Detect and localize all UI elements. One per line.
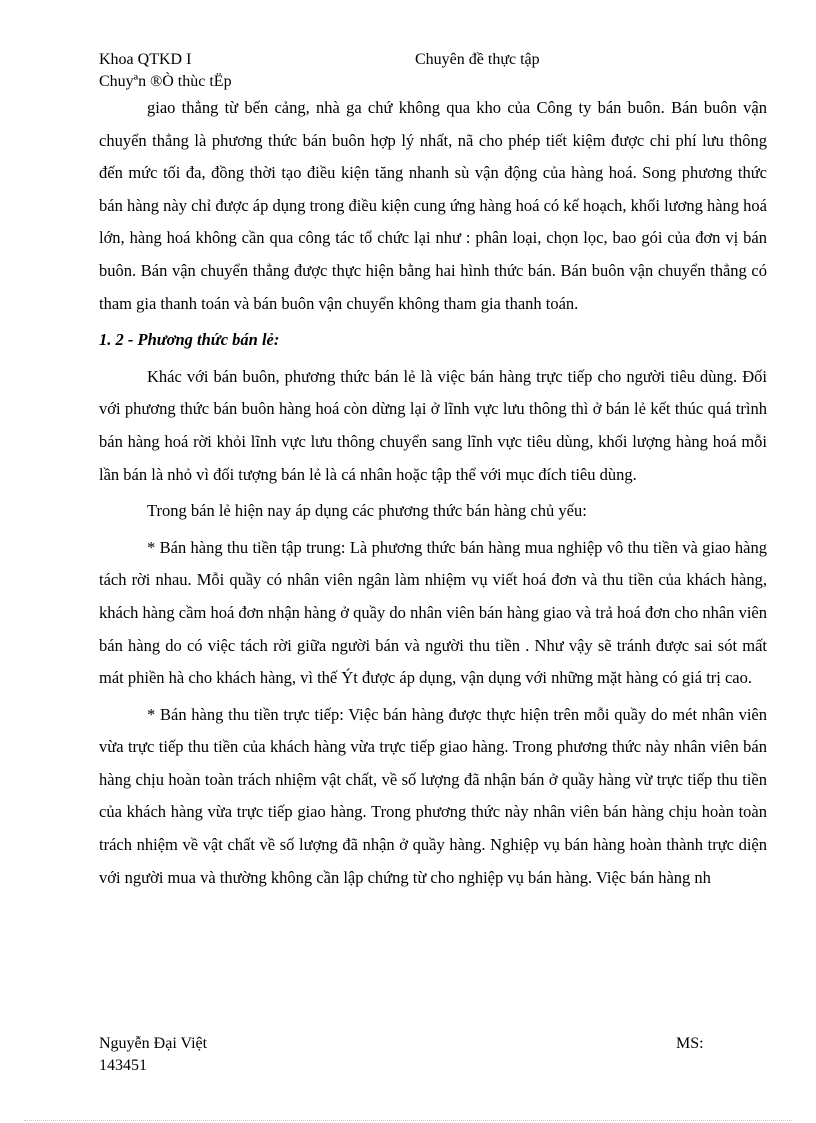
section-heading-retail: 1. 2 - Phương thức bán lẻ: (99, 330, 280, 350)
page-bottom-divider (24, 1120, 792, 1121)
header-department: Khoa QTKD I (99, 51, 192, 68)
footer-ms-label: MS: (676, 1035, 704, 1052)
paragraph-direct-payment: * Bán hàng thu tiền trực tiếp: Việc bán hàng được thực hiện trên mỗi quầy do mét nhân viên vừa trực tiếp thu tiền của khách hàng vừa trực tiếp giao hàng. Trong phương thức này nhân viên bán hàng chịu hoàn toàn trách nhiệm vật chất, về số lượng đã nhận bán ở quầy hàng vừ trực tiếp thu tiền của khách hàng vừa trực tiếp giao hàng. Trong phương thức này nhân viên bán hàng chịu hoàn toàn trách nhiệm về vật chất về số lượng đã nhận ở quầy hàng. Nghiệp vụ bán hàng hoàn thành trực diện với người mua và thường không cần lập chứng từ cho nghiệp vụ bán hàng. Việc bán hàng nh (99, 704, 767, 887)
header-title: Chuyên đề thực tập (415, 51, 540, 68)
paragraph-retail-methods: Trong bán lẻ hiện nay áp dụng các phương thức bán hàng chủ yếu: (147, 501, 587, 521)
header-title-garbled: Chuyªn ®Ò thùc tËp (99, 73, 232, 90)
paragraph-retail-intro: Khác với bán buôn, phương thức bán lẻ là việc bán hàng trực tiếp cho người tiêu dùng. Đối với phương thức bán buôn hàng hoá còn dừng lại ở lĩnh vực lưu thông thì ở bán lẻ kết thúc quá trình bán hàng hoá rời khỏi lĩnh vực lưu thông chuyển sang lĩnh vực tiêu dùng, khối lượng hàng hoá mỗi lần bán là nhỏ vì đối tượng bán lẻ là cá nhân hoặc tập thể với mục đích tiêu dùng. (99, 366, 767, 484)
document-body (99, 92, 767, 894)
footer-author-name: Nguyễn Đại Việt (99, 1035, 208, 1052)
paragraph-centralized-payment: * Bán hàng thu tiền tập trung: Là phương thức bán hàng mua nghiệp vô thu tiền và giao hàng tách rời nhau. Mỗi quầy có nhân viên ngân làm nhiệm vụ viết hoá đơn và thu tiền của khách hàng, khách hàng cầm hoá đơn nhận hàng ở quầy do nhân viên bán hàng giao và trả hoá đơn cho nhân viên bán hàng do có việc tách rời giữa người bán và người thu tiền . Như vậy sẽ tránh được sai sót mất mát phiền hà cho khách hàng, vì thế Ýt được áp dụng, vận dụng với những mặt hàng có giá trị cao. (99, 537, 767, 688)
paragraph-wholesale-direct: giao thẳng từ bến cảng, nhà ga chứ không qua kho của Công ty bán buôn. Bán buôn vận chuyển thẳng là phương thức bán buôn hợp lý nhất, nã cho phép tiết kiệm được chi phí lưu thông đến mức tối đa, đồng thời tạo điều kiện tăng nhanh sù vận động của hàng hoá. Song phương thức bán hàng này chỉ được áp dụng trong điều kiện cung ứng hàng hoá có kế hoạch, khối lương hàng hoá lớn, hàng hoá không cần qua công tác tổ chức lại như : phân loại, chọn lọc, bao gói của đơn vị bán buôn. Bán vận chuyển thẳng được thực hiện bằng hai hình thức bán. Bán buôn vận chuyển thẳng có tham gia thanh toán và bán buôn vận chuyển không tham gia thanh toán. (99, 98, 767, 313)
footer-student-id: 143451 (99, 1057, 147, 1074)
